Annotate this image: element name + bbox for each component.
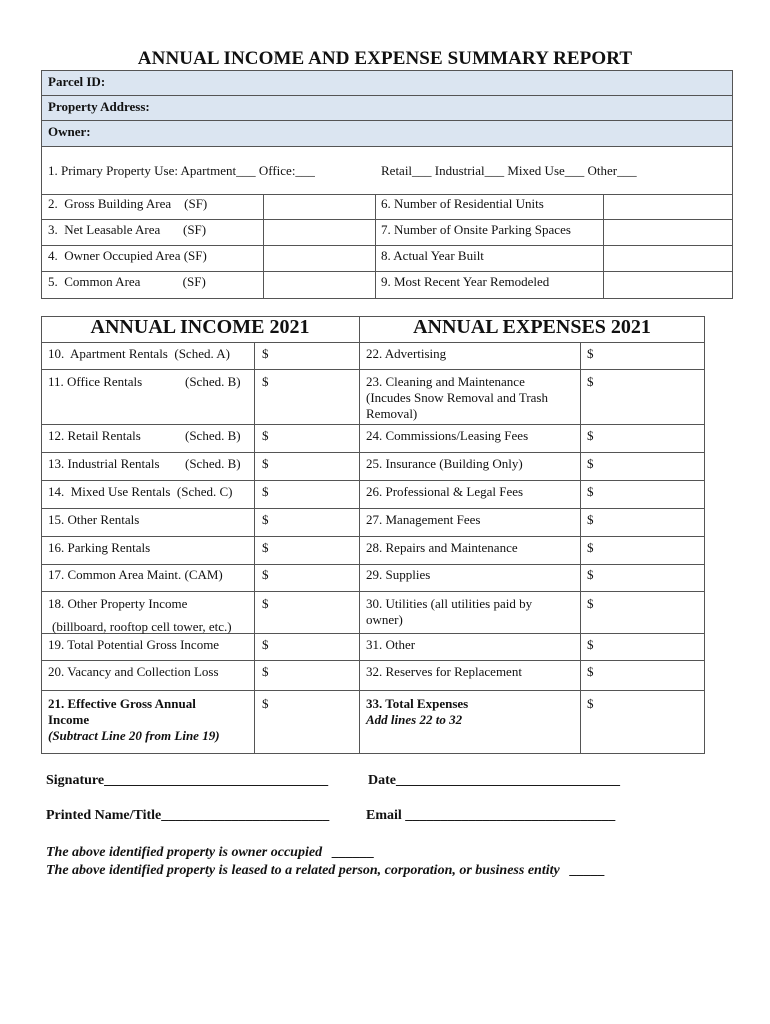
parcel-id-field[interactable]: Parcel ID: bbox=[41, 70, 733, 96]
income-amount-21[interactable]: $ bbox=[262, 696, 269, 711]
income-line-17: 17. Common Area Maint. (CAM) bbox=[48, 567, 223, 582]
expense-line-33-note: Add lines 22 to 32 bbox=[366, 712, 463, 727]
detail-label: 8. Actual Year Built bbox=[381, 248, 484, 263]
page-title: ANNUAL INCOME AND EXPENSE SUMMARY REPORT bbox=[137, 48, 633, 69]
table-row-line bbox=[41, 660, 705, 661]
details-divider bbox=[263, 194, 264, 299]
date-line[interactable]: Date________________________________ bbox=[368, 773, 620, 788]
expense-line-30: 30. Utilities (all utilities paid by bbox=[366, 596, 533, 611]
table-row-line bbox=[41, 342, 705, 343]
income-line-11: 11. Office Rentals bbox=[48, 374, 143, 389]
expense-line-23-note-2: Removal) bbox=[366, 406, 418, 421]
detail-label: 3. Net Leasable Area (SF) bbox=[48, 222, 207, 237]
table-row-line bbox=[41, 690, 705, 691]
email-line[interactable]: Email ______________________________ bbox=[366, 808, 616, 823]
income-line-10: 10. Apartment Rentals (Sched. A) bbox=[48, 346, 230, 361]
printed-name-line[interactable]: Printed Name/Title________________________ bbox=[46, 808, 330, 823]
income-line-18: 18. Other Property Income bbox=[48, 596, 188, 611]
expense-amount-31[interactable]: $ bbox=[587, 637, 594, 652]
table-divider bbox=[359, 316, 360, 754]
expense-line-23-note: (Incudes Snow Removal and Trash bbox=[366, 390, 548, 405]
income-amount-17[interactable]: $ bbox=[262, 567, 269, 582]
expense-heading: ANNUAL EXPENSES 2021 bbox=[413, 316, 651, 338]
expense-line-25: 25. Insurance (Building Only) bbox=[366, 456, 523, 471]
expense-line-32: 32. Reserves for Replacement bbox=[366, 664, 522, 679]
income-line-14: 14. Mixed Use Rentals (Sched. C) bbox=[48, 484, 233, 499]
details-row-line bbox=[41, 245, 733, 246]
income-amount-13[interactable]: $ bbox=[262, 456, 269, 471]
income-amount-20[interactable]: $ bbox=[262, 664, 269, 679]
income-line-12-sched: (Sched. B) bbox=[185, 428, 241, 443]
expense-amount-30[interactable]: $ bbox=[587, 596, 594, 611]
income-line-13-sched: (Sched. B) bbox=[185, 456, 241, 471]
income-amount-10[interactable]: $ bbox=[262, 346, 269, 361]
expense-line-33: 33. Total Expenses bbox=[366, 696, 469, 711]
income-amount-11[interactable]: $ bbox=[262, 374, 269, 389]
expense-line-29: 29. Supplies bbox=[366, 567, 431, 582]
income-line-19: 19. Total Potential Gross Income bbox=[48, 637, 220, 652]
expense-amount-26[interactable]: $ bbox=[587, 484, 594, 499]
expense-amount-24[interactable]: $ bbox=[587, 428, 594, 443]
detail-label: 4. Owner Occupied Area (SF) bbox=[48, 248, 207, 263]
expense-line-23: 23. Cleaning and Maintenance bbox=[366, 374, 525, 389]
signature-line[interactable]: Signature________________________________ bbox=[46, 773, 329, 788]
expense-amount-23[interactable]: $ bbox=[587, 374, 594, 389]
income-amount-16[interactable]: $ bbox=[262, 540, 269, 555]
table-row-line bbox=[41, 424, 705, 425]
property-use-line-1[interactable]: 1. Primary Property Use: Apartment___ Office:___ bbox=[48, 163, 315, 178]
income-amount-14[interactable]: $ bbox=[262, 484, 269, 499]
income-line-16: 16. Parking Rentals bbox=[48, 540, 151, 555]
details-divider bbox=[603, 194, 604, 299]
income-line-12: 12. Retail Rentals bbox=[48, 428, 141, 443]
income-heading: ANNUAL INCOME 2021 bbox=[90, 316, 310, 338]
property-address-field[interactable]: Property Address: bbox=[41, 95, 733, 121]
property-use-line-2[interactable]: Retail___ Industrial___ Mixed Use___ Other___ bbox=[381, 163, 637, 178]
income-line-18-note: (billboard, rooftop cell tower, etc.) bbox=[52, 619, 232, 634]
details-row-line bbox=[41, 219, 733, 220]
table-row-line bbox=[41, 508, 705, 509]
income-line-21: 21. Effective Gross Annual bbox=[48, 696, 196, 711]
table-row-line bbox=[41, 564, 705, 565]
income-line-21-note: (Subtract Line 20 from Line 19) bbox=[48, 728, 220, 743]
expense-line-28: 28. Repairs and Maintenance bbox=[366, 540, 518, 555]
table-row-line bbox=[41, 536, 705, 537]
expense-line-31: 31. Other bbox=[366, 637, 416, 652]
table-divider bbox=[580, 342, 581, 754]
income-line-21-cont: Income bbox=[48, 712, 90, 727]
expense-amount-22[interactable]: $ bbox=[587, 346, 594, 361]
owner-occupied-note[interactable]: The above identified property is owner occupied ______ bbox=[46, 845, 375, 860]
leased-note[interactable]: The above identified property is leased to a related person, corporation, or business entity _____ bbox=[46, 863, 606, 878]
expense-amount-29[interactable]: $ bbox=[587, 567, 594, 582]
table-row-line bbox=[41, 591, 705, 592]
income-amount-15[interactable]: $ bbox=[262, 512, 269, 527]
detail-label: 7. Number of Onsite Parking Spaces bbox=[381, 222, 571, 237]
details-row-line bbox=[41, 271, 733, 272]
income-amount-18[interactable]: $ bbox=[262, 596, 269, 611]
table-row-line bbox=[41, 452, 705, 453]
expense-line-24: 24. Commissions/Leasing Fees bbox=[366, 428, 529, 443]
expense-amount-25[interactable]: $ bbox=[587, 456, 594, 471]
income-line-15: 15. Other Rentals bbox=[48, 512, 140, 527]
table-row-line bbox=[359, 633, 705, 634]
table-divider bbox=[254, 342, 255, 754]
expense-line-30-cont: owner) bbox=[366, 612, 403, 627]
income-amount-12[interactable]: $ bbox=[262, 428, 269, 443]
detail-label: 2. Gross Building Area (SF) bbox=[48, 196, 208, 211]
details-divider bbox=[375, 194, 376, 299]
income-line-11-sched: (Sched. B) bbox=[185, 374, 241, 389]
expense-amount-27[interactable]: $ bbox=[587, 512, 594, 527]
table-row-line bbox=[41, 480, 705, 481]
expense-amount-33[interactable]: $ bbox=[587, 696, 594, 711]
detail-label: 6. Number of Residential Units bbox=[381, 196, 544, 211]
detail-label: 9. Most Recent Year Remodeled bbox=[381, 274, 550, 289]
owner-field[interactable]: Owner: bbox=[41, 120, 733, 147]
expense-amount-28[interactable]: $ bbox=[587, 540, 594, 555]
expense-line-26: 26. Professional & Legal Fees bbox=[366, 484, 524, 499]
detail-label: 5. Common Area (SF) bbox=[48, 274, 206, 289]
income-line-13: 13. Industrial Rentals bbox=[48, 456, 160, 471]
expense-line-22: 22. Advertising bbox=[366, 346, 447, 361]
table-row-line bbox=[41, 369, 705, 370]
expense-line-27: 27. Management Fees bbox=[366, 512, 481, 527]
expense-amount-32[interactable]: $ bbox=[587, 664, 594, 679]
income-line-20: 20. Vacancy and Collection Loss bbox=[48, 664, 219, 679]
income-amount-19[interactable]: $ bbox=[262, 637, 269, 652]
